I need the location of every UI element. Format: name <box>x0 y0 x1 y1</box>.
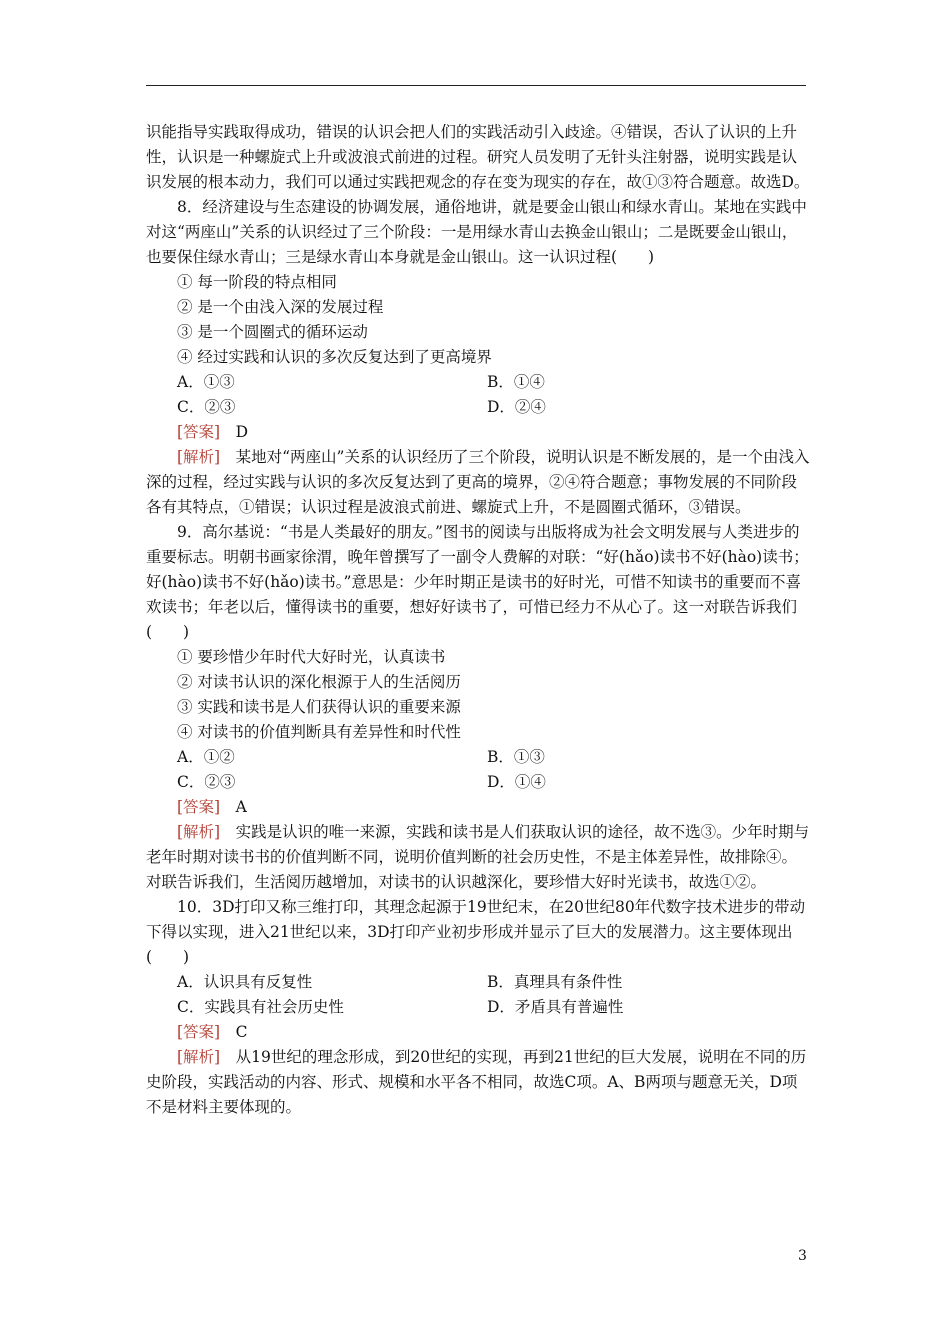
choice-left: A．①② <box>177 748 235 766</box>
section-tag: [答案] <box>177 423 221 441</box>
section-text: D <box>220 423 249 441</box>
paragraph: 8．经济建设与生态建设的协调发展，通俗地讲，就是要金山银山和绿水青山。某地在实践中对这“两座山”关系的认识经过了三个阶段：一是用绿水青山去换金山银山；二是既要金山银山，也要保住绿水青山；三是绿水青山本身就是金山银山。这一认识过程( ) <box>146 198 807 266</box>
statement-option: ① 要珍惜少年时代大好时光，认真读书 <box>177 648 446 666</box>
statement-option: ② 是一个由浅入深的发展过程 <box>177 298 384 316</box>
section-text: 实践是认识的唯一来源，实践和读书是人们获取认识的途径，故不选③。少年时期与老年时期对读书书的价值判断不同，说明价值判断的社会历史性，不是主体差异性，故排除④。对联告诉我们，生活阅历越增加，对读书的认识越深化，要珍惜大好时光读书，故选①②。 <box>146 823 810 891</box>
choice-right: D．②④ <box>487 398 546 416</box>
choice-right: B．①④ <box>487 373 545 391</box>
page-number: 3 <box>798 1248 807 1264</box>
analysis-paragraph <box>146 1045 810 1120</box>
answer-choices-row <box>146 970 810 995</box>
header-rule <box>146 85 806 86</box>
answer-choices-row <box>146 995 810 1020</box>
choice-left: A．认识具有反复性 <box>177 973 313 991</box>
section-tag: [解析] <box>177 823 221 841</box>
answer-choices-row <box>146 770 810 795</box>
document-body <box>146 120 810 1120</box>
section-tag: [解析] <box>177 448 221 466</box>
section-tag: [答案] <box>177 1023 221 1041</box>
paragraph: 10．3D打印又称三维打印，其理念起源于19世纪末，在20世纪80年代数字技术进步的带动下得以实现，进入21世纪以来，3D打印产业初步形成并显示了巨大的发展潜力。这主要体现出( ) <box>146 898 806 966</box>
answer-choices-row <box>146 395 810 420</box>
choice-right: B．①③ <box>487 748 545 766</box>
analysis-paragraph <box>146 820 810 895</box>
paragraph: 9．高尔基说：“书是人类最好的朋友。”图书的阅读与出版将成为社会文明发展与人类进步的重要标志。明朝书画家徐渭，晚年曾撰写了一副令人费解的对联：“好(hǎo)读书不好(hào)读书；好(hào)读书不好(hǎo)读书。”意思是：少年时期正是读书的好时光，可惜不知读书的重要而不喜欢读书；年老以后，懂得读书的重要，想好好读书了，可惜已经力不从心了。这一对联告诉我们( ) <box>146 523 809 641</box>
section-text: C <box>220 1023 248 1041</box>
statement-option: ④ 经过实践和认识的多次反复达到了更高境界 <box>177 348 492 366</box>
choice-left: C．实践具有社会历史性 <box>177 998 344 1016</box>
section-text: 从19世纪的理念形成，到20世纪的实现，再到21世纪的巨大发展，说明在不同的历史阶段，实践活动的内容、形式、规模和水平各不相同，故选C项。A、B两项与题意无关，D项不是材料主要体现的。 <box>146 1048 807 1116</box>
section-tag: [解析] <box>177 1048 221 1066</box>
section-text: 某地对“两座山”关系的认识经历了三个阶段，说明认识是不断发展的，是一个由浅入深的过程，经过实践与认识的多次反复达到了更高的境界，②④符合题意；事物发展的不同阶段各有其特点，①错误；认识过程是波浪式前进、螺旋式上升，不是圆圈式循环，③错误。 <box>146 448 810 516</box>
statement-option: ② 对读书认识的深化根源于人的生活阅历 <box>177 673 461 691</box>
section-tag: [答案] <box>177 798 221 816</box>
section-text: A <box>220 798 247 816</box>
choice-left: C．②③ <box>177 398 236 416</box>
choice-right: B．真理具有条件性 <box>487 973 623 991</box>
paragraph: 识能指导实践取得成功，错误的认识会把人们的实践活动引入歧途。④错误，否认了认识的上升性，认识是一种螺旋式上升或波浪式前进的过程。研究人员发明了无针头注射器，说明实践是认识发展的根本动力，我们可以通过实践把观念的存在变为现实的存在，故①③符合题意。故选D。 <box>146 123 810 191</box>
choice-right: D．矛盾具有普遍性 <box>487 998 624 1016</box>
statement-option: ① 每一阶段的特点相同 <box>177 273 337 291</box>
answer-line <box>146 1020 810 1045</box>
choice-left: C．②③ <box>177 773 236 791</box>
answer-choices-row <box>146 370 810 395</box>
choice-right: D．①④ <box>487 773 546 791</box>
statement-option: ④ 对读书的价值判断具有差异性和时代性 <box>177 723 461 741</box>
choice-left: A．①③ <box>177 373 235 391</box>
statement-option: ③ 是一个圆圈式的循环运动 <box>177 323 368 341</box>
analysis-paragraph <box>146 445 810 520</box>
statement-option: ③ 实践和读书是人们获得认识的重要来源 <box>177 698 461 716</box>
answer-line <box>146 420 810 445</box>
answer-choices-row <box>146 745 810 770</box>
answer-line <box>146 795 810 820</box>
